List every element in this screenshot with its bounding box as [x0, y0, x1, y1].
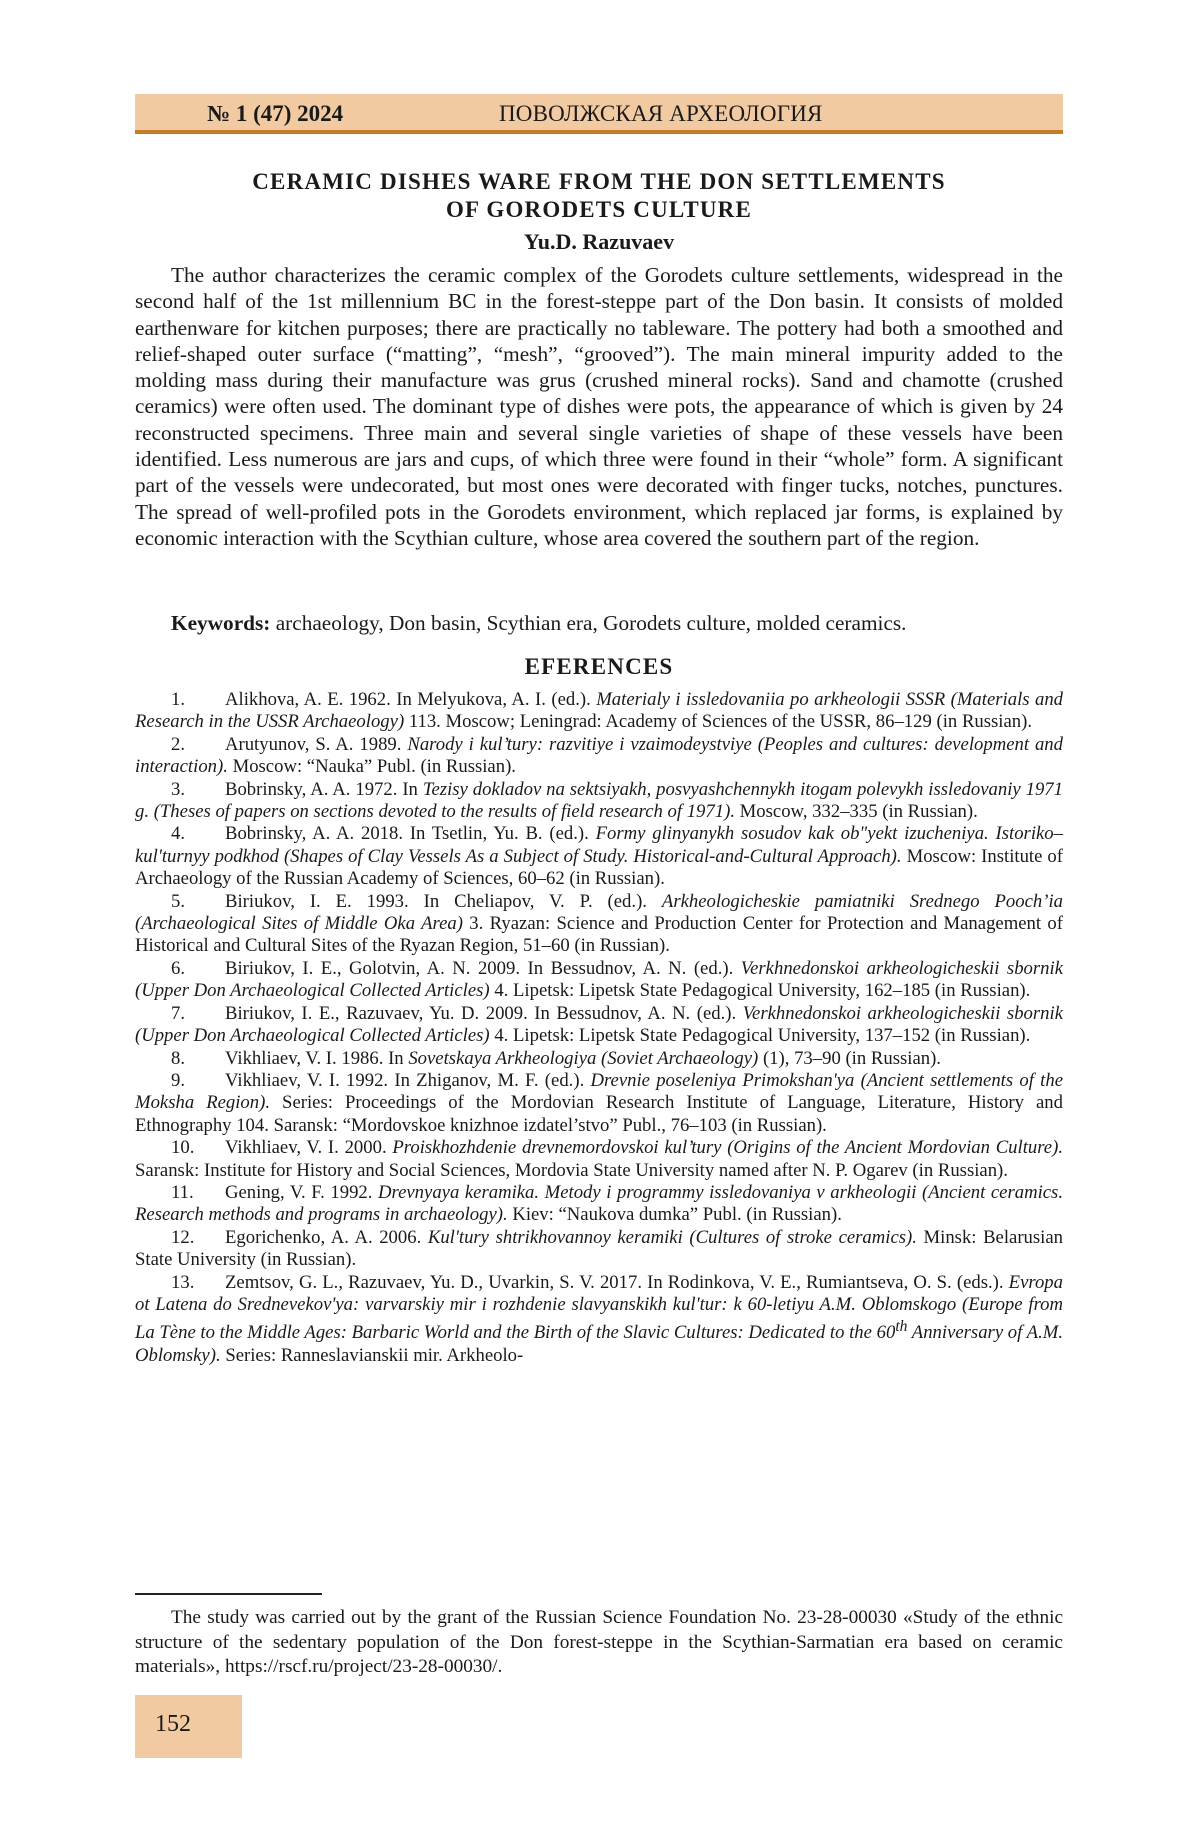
reference-text: Biriukov, I. E., Golotvin, A. N. 2009. In Bessudnov, A. N. (ed.).	[225, 957, 741, 979]
abstract: The author characterizes the ceramic complex of the Gorodets culture settlements, widespread in the second half of the 1st millennium BC in the forest-steppe part of the Don basin. It consists of molded earthenware for kitchen purposes; there are practically no tableware. The pottery had both a smoothed and relief-shaped outer surface (“matting”, “mesh”, “grooved”). The main mineral impurity added to the molding mass during their manufacture was grus (crushed mineral rocks). Sand and chamotte (crushed ceramics) were often used. The dominant type of dishes were pots, the appearance of which is given by 24 reconstructed specimens. Three main and several single varieties of shape of these vessels have been identified. Less numerous are jars and cups, of which three were found in their “whole” form. A significant part of the vessels were undecorated, but most ones were decorated with finger tucks, notches, punctures. The spread of well-profiled pots in the Gorodets environment, which replaced jar forms, is explained by economic interaction with the Scythian culture, whose area covered the southern part of the region.	[135, 263, 1063, 550]
article-title-line-1: CERAMIC DISHES WARE FROM THE DON SETTLEMENTS	[252, 169, 946, 194]
keywords	[135, 611, 1063, 636]
author-name: Yu.D. Razuvaev	[523, 229, 675, 254]
reference-number: 2.	[171, 733, 186, 755]
page-number: 152	[155, 1711, 191, 1737]
reference-number: 4.	[171, 823, 186, 845]
keywords-label: Keywords:	[171, 611, 271, 635]
reference-text: Egorichenko, A. A. 2006.	[225, 1226, 428, 1248]
reference-item	[135, 1182, 1063, 1227]
reference-text: Vikhliaev, V. I. 2000.	[225, 1137, 393, 1159]
reference-title: Proiskhozhdenie drevnemordovskoi kul’tury (Origins of the Ancient Mordovian Culture).	[392, 1137, 1063, 1159]
reference-text: Bobrinsky, A. A. 1972. In	[225, 778, 423, 800]
reference-item	[135, 891, 1063, 958]
keywords-text: archaeology, Don basin, Scythian era, Gorodets culture, molded ceramics.	[270, 611, 907, 635]
reference-number: 6.	[171, 957, 186, 979]
reference-text: Gening, V. F. 1992.	[225, 1181, 379, 1203]
reference-superscript: th	[895, 1318, 908, 1336]
reference-title: Kul'tury shtrikhovannoy keramiki (Cultures of stroke ceramics).	[427, 1226, 917, 1248]
reference-text-end: (1), 73–90 (in Russian).	[758, 1047, 941, 1069]
page-number-box	[135, 1695, 242, 1758]
funding-footnote: The study was carried out by the grant of the Russian Science Foundation No. 23-28-00030 «Study of the ethnic structure of the sedentary population of the Don forest-steppe in the Scythian-Sarmatian era based on ceramic materials», https://rscf.ru/project/23-28-00030/.	[135, 1607, 1063, 1677]
reference-title: Arkheologicheskie pamiatniki Srednego Pooch’ia (Archaeological Sites of Middle Oka Area)	[135, 890, 1064, 935]
reference-text-end: Moscow: Institute of Archaeology of the Russian Academy of Sciences, 60–62 (in Russian).	[135, 845, 1063, 890]
reference-item	[135, 823, 1063, 890]
reference-text-end: 4. Lipetsk: Lipetsk State Pedagogical University, 137–152 (in Russian).	[489, 1025, 1031, 1047]
reference-text-end: 3. Ryazan: Science and Production Center for Protection and Management of Historical and Cultural Sites of the Ryazan Region, 51–60 (in Russian).	[135, 913, 1063, 957]
reference-title: Materialy i issledovaniia po arkheologii SSSR (Materials and Research in the USSR Archaeology)	[135, 689, 1064, 733]
reference-item	[135, 1137, 1063, 1182]
reference-number: 7.	[171, 1002, 186, 1024]
journal-title: ПОВОЛЖСКАЯ АРХЕОЛОГИЯ	[499, 101, 823, 126]
reference-item	[135, 689, 1063, 734]
reference-item	[135, 1048, 1063, 1070]
reference-text: Vikhliaev, V. I. 1986. In	[225, 1047, 409, 1069]
reference-text-end: Kiev: “Naukova dumka” Publ. (in Russian).	[507, 1204, 842, 1226]
reference-item	[135, 1070, 1063, 1137]
reference-text: Biriukov, I. E., Razuvaev, Yu. D. 2009. In Bessudnov, A. N. (ed.).	[225, 1002, 743, 1024]
reference-number: 3.	[171, 778, 186, 800]
reference-text: Alikhova, A. E. 1962. In Melyukova, A. I. (ed.).	[225, 689, 597, 710]
reference-number: 8.	[171, 1047, 186, 1069]
reference-title: Verkhnedonskoi arkheologicheskii sbornik (Upper Don Archaeological Collected Articles)	[135, 1002, 1063, 1047]
reference-title: Drevnie poseleniya Primokshan'ya (Ancient settlements of the Moksha Region).	[135, 1069, 1063, 1114]
reference-text: Bobrinsky, A. A. 2018. In Tsetlin, Yu. B. (ed.).	[225, 823, 596, 845]
reference-number: 13.	[171, 1271, 195, 1293]
reference-number: 1.	[171, 689, 186, 710]
reference-number: 11.	[171, 1181, 194, 1203]
reference-number: 9.	[171, 1069, 186, 1091]
reference-text: Zemtsov, G. L., Razuvaev, Yu. D., Uvarkin, S. V. 2017. In Rodinkova, V. E., Rumiantseva, O. S. (eds.).	[225, 1271, 1009, 1293]
reference-text-end: Moscow: “Nauka” Publ. (in Russian).	[227, 756, 516, 778]
running-header	[135, 94, 1063, 134]
reference-item	[135, 1272, 1063, 1368]
article-title-line-2: OF GORODETS CULTURE	[445, 197, 753, 222]
issue-number: № 1 (47) 2024	[207, 101, 344, 126]
reference-number: 12.	[171, 1226, 195, 1248]
reference-title: Drevnyaya keramika. Metody i programmy issledovaniya v arkheologii (Ancient ceramics. Research methods and programs in archaeology).	[135, 1181, 1064, 1226]
reference-title: Evropa ot Latena do Srednevekov'ya: varvarskiy mir i rozhdenie slavyanskikh kul'tur: k 60-letiyu A.M. Oblomskogo (Europe from La Tène to the Middle Ages: Barbaric World and the Birth of the Slavic Cultures: Dedicated to the 60	[135, 1271, 1063, 1344]
footnote-separator	[135, 1593, 322, 1595]
article-title	[135, 168, 1063, 224]
reference-text-end: 4. Lipetsk: Lipetsk State Pedagogical University, 162–185 (in Russian).	[489, 980, 1031, 1002]
reference-text-end: Series: Ranneslavianskii mir. Arkheolo-	[220, 1345, 524, 1367]
reference-text: Arutyunov, S. A. 1989.	[225, 733, 408, 755]
reference-text: Vikhliaev, V. I. 1992. In Zhiganov, M. F. (ed.).	[225, 1069, 591, 1091]
reference-item	[135, 779, 1063, 824]
reference-text-end: Moscow, 332–335 (in Russian).	[735, 801, 978, 823]
reference-number: 5.	[171, 890, 186, 912]
reference-text-end: Minsk: Belarusian State University (in Russian).	[135, 1226, 1064, 1271]
reference-item	[135, 1003, 1063, 1048]
reference-title: Sovetskaya Arkheologiya (Soviet Archaeology)	[408, 1047, 759, 1069]
reference-item	[135, 1227, 1063, 1272]
reference-title: Tezisy dokladov na sektsiyakh, posvyashchennykh itogam polevykh issledovaniy 1971 g. (Theses of papers on sections devoted to the results of field research of 1971).	[135, 778, 1063, 823]
reference-text-end: 113. Moscow; Leningrad: Academy of Sciences of the USSR, 86–129 (in Russian).	[404, 711, 1033, 733]
reference-title: Narody i kul’tury: razvitiye i vzaimodeystviye (Peoples and cultures: development and interaction).	[135, 733, 1063, 778]
reference-title-cont: Anniversary of A.M. Oblomsky).	[135, 1322, 1063, 1367]
reference-title: Formy glinyanykh sosudov kak ob"yekt izucheniya. Istoriko–kul'turnyy podkhod (Shapes of Clay Vessels As a Subject of Study. Historical-and-Cultural Approach).	[135, 823, 1063, 867]
references-list	[135, 689, 1063, 1367]
references-heading: EFERENCES	[524, 654, 674, 679]
reference-text: Biriukov, I. E. 1993. In Cheliapov, V. P. (ed.).	[225, 890, 662, 912]
reference-text-end: Saransk: Institute for History and Social Sciences, Mordovia State University named after N. P. Ogarev (in Russian).	[135, 1159, 1008, 1181]
reference-item	[135, 734, 1063, 779]
reference-item	[135, 958, 1063, 1003]
reference-title: Verkhnedonskoi arkheologicheskii sbornik (Upper Don Archaeological Collected Articles)	[135, 957, 1063, 1002]
reference-text-end: Series: Proceedings of the Mordovian Research Institute of Language, Literature, History and Ethnography 104. Saransk: “Mordovskoe knizhnoe izdatel’stvo” Publ., 76–103 (in Russian).	[135, 1092, 1063, 1136]
reference-number: 10.	[171, 1137, 195, 1159]
